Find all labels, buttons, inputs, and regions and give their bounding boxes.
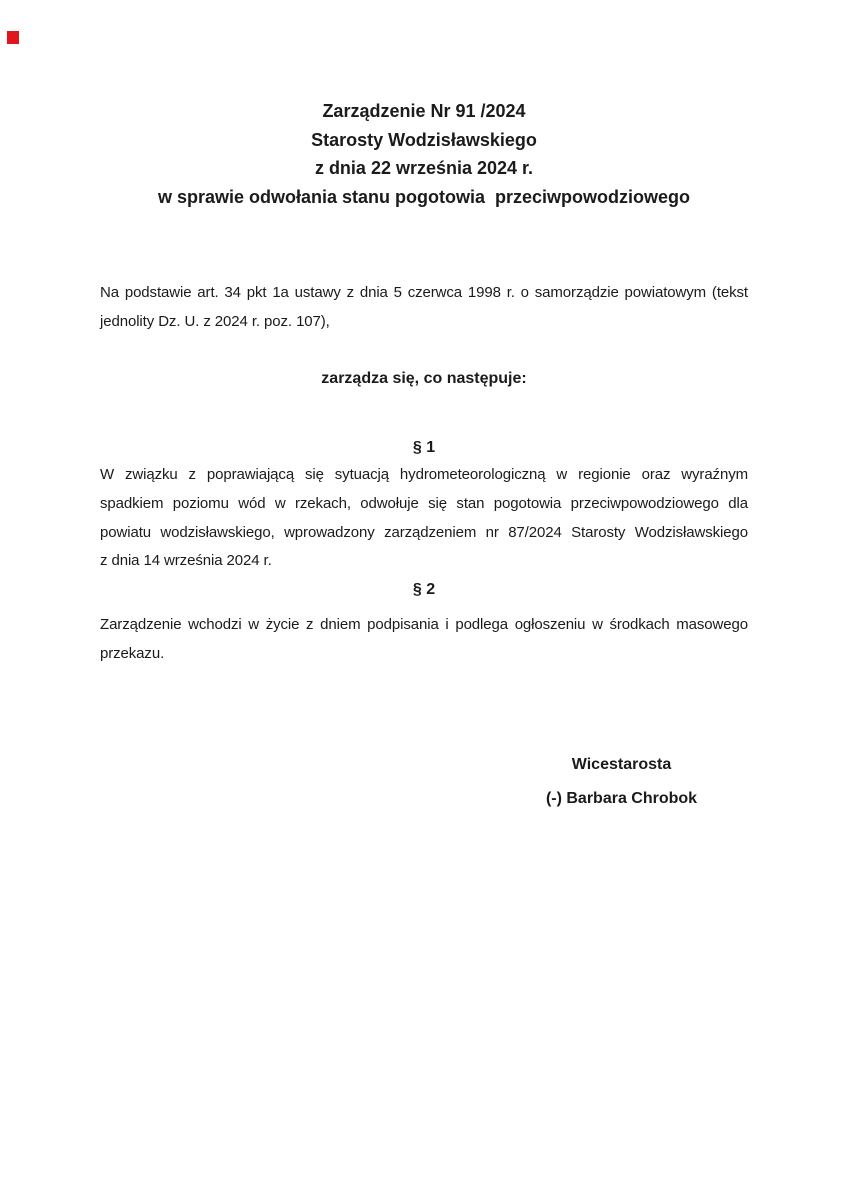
section-2-line: Zarządzenie wchodzi w życie z dniem podpisania i podlega ogłoszeniu w środkach masowego bbox=[100, 616, 748, 633]
section-1-last-line: z dnia 14 września 2024 r. bbox=[100, 552, 272, 570]
document-title bbox=[100, 97, 748, 212]
title-line-authority: Starosty Wodzisławskiego bbox=[311, 129, 537, 150]
red-marker bbox=[7, 31, 19, 44]
legal-basis-paragraph bbox=[100, 279, 748, 337]
section-1-line: powiatu wodzisławskiego, wprowadzony zarządzeniem nr 87/2024 Starosty Wodzisławskiego bbox=[100, 523, 748, 541]
section-1-paragraph bbox=[100, 461, 748, 576]
title-line-date: z dnia 22 września 2024 r. bbox=[314, 158, 534, 179]
signature-block bbox=[480, 754, 763, 810]
signature-role: Wicestarosta bbox=[571, 756, 672, 773]
section-2-last-line: przekazu. bbox=[100, 644, 165, 662]
section-1-line: spadkiem poziomu wód w rzekach, odwołuje się stan pogotowia przeciwpowodziowego dla bbox=[100, 494, 748, 512]
section-2-paragraph bbox=[100, 611, 748, 669]
ordains-heading: zarządza się, co następuje: bbox=[321, 370, 527, 387]
section-1-line: W związku z poprawiającą się sytuacją hydrometeorologiczną w regionie oraz wyraźnym bbox=[100, 466, 748, 483]
signature-name: (-) Barbara Chrobok bbox=[545, 790, 698, 807]
section-1-heading: § 1 bbox=[412, 439, 436, 456]
title-line-subject: w sprawie odwołania stanu pogotowia przeciwpowodziowego bbox=[157, 187, 691, 208]
section-2-heading: § 2 bbox=[412, 581, 436, 598]
title-line-number: Zarządzenie Nr 91 /2024 bbox=[322, 101, 526, 121]
legal-basis-line: Na podstawie art. 34 pkt 1a ustawy z dnia 5 czerwca 1998 r. o samorządzie powiatowym (tekst bbox=[100, 284, 748, 301]
legal-basis-last-line: jednolity Dz. U. z 2024 r. poz. 107), bbox=[100, 312, 330, 330]
